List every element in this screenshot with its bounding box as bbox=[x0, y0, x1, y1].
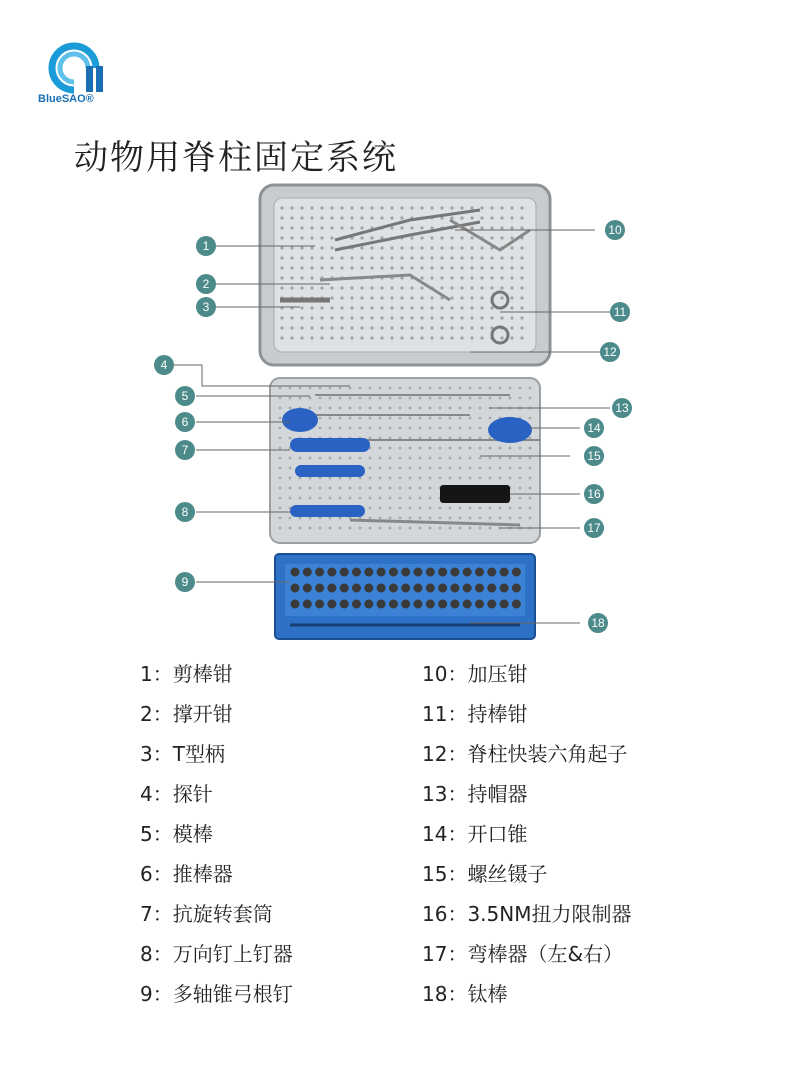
legend-item: 3：T型柄 bbox=[140, 742, 225, 766]
callout-3: 3 bbox=[196, 297, 216, 317]
legend-left-column bbox=[140, 660, 293, 1020]
page-title: 动物用脊柱固定系统 bbox=[74, 138, 398, 178]
callout-9: 9 bbox=[175, 572, 195, 592]
legend-item: 8：万向钉上钉器 bbox=[140, 942, 293, 966]
callout-1: 1 bbox=[196, 236, 216, 256]
callout-14: 14 bbox=[584, 418, 604, 438]
bottom-screw-box bbox=[275, 554, 535, 639]
legend-item: 5：模棒 bbox=[140, 822, 213, 846]
callout-7: 7 bbox=[175, 440, 195, 460]
legend-right-column bbox=[422, 660, 631, 1020]
legend-item: 18：钛棒 bbox=[422, 982, 508, 1006]
callout-6: 6 bbox=[175, 412, 195, 432]
callout-11: 11 bbox=[610, 302, 630, 322]
callout-5: 5 bbox=[175, 386, 195, 406]
legend-item: 10：加压钳 bbox=[422, 662, 528, 686]
legend-item: 2：撑开钳 bbox=[140, 702, 233, 726]
legend-item: 16：3.5NM扭力限制器 bbox=[422, 902, 632, 926]
callout-13: 13 bbox=[612, 398, 632, 418]
legend-item: 9：多轴锥弓根钉 bbox=[140, 982, 293, 1006]
legend-item: 4：探针 bbox=[140, 782, 213, 806]
instrument-tray-figure bbox=[150, 180, 630, 650]
legend-item: 11：持棒钳 bbox=[422, 702, 528, 726]
callout-4: 4 bbox=[154, 355, 174, 375]
callout-15: 15 bbox=[584, 446, 604, 466]
callout-17: 17 bbox=[584, 518, 604, 538]
callout-8: 8 bbox=[175, 502, 195, 522]
legend-item: 13：持帽器 bbox=[422, 782, 528, 806]
legend-item: 6：推棒器 bbox=[140, 862, 233, 886]
legend-item: 14：开口锥 bbox=[422, 822, 528, 846]
callout-12: 12 bbox=[600, 342, 620, 362]
legend-item: 7：抗旋转套筒 bbox=[140, 902, 273, 926]
middle-tray bbox=[270, 378, 540, 543]
callout-10: 10 bbox=[605, 220, 625, 240]
top-tray bbox=[260, 185, 550, 365]
legend-item: 12：脊柱快装六角起子 bbox=[422, 742, 628, 766]
brand-name: BlueSAO® bbox=[38, 93, 94, 105]
callout-18: 18 bbox=[588, 613, 608, 633]
legend-item: 1：剪棒钳 bbox=[140, 662, 233, 686]
callout-16: 16 bbox=[584, 484, 604, 504]
legend-item: 15：螺丝镊子 bbox=[422, 862, 548, 886]
callout-2: 2 bbox=[196, 274, 216, 294]
legend-item: 17：弯棒器（左&右） bbox=[422, 942, 624, 966]
